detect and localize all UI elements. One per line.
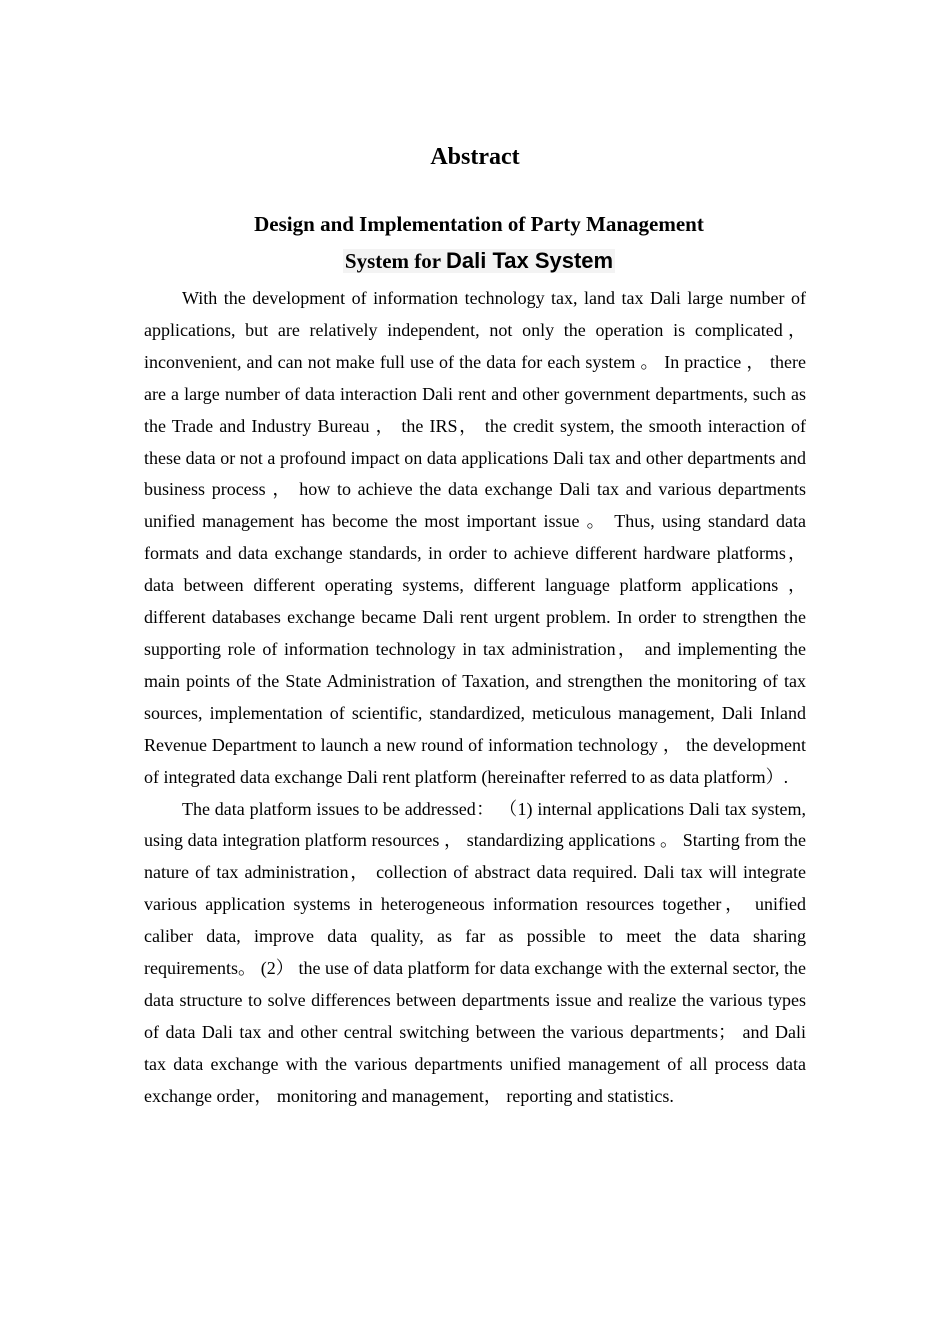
abstract-paragraph-1: With the development of information technology tax, land tax Dali large number of applications, but are relatively independent, not only the operation is complicated， inconvenient, and can not make full use of the data for each system 。 In practice ， there are a large number of data interaction Dali rent and other government departments, such as the Trade and Industry Bureau ， the IRS， the credit system, the smooth interaction of these data or not a profound impact on data applications Dali tax and other departments and business process ， how to achieve the data exchange Dali tax and various departments unified management has become the most important issue 。 Thus, using standard data formats and data exchange standards, in order to achieve different hardware platforms， data between different operating systems, different language platform applications ， different databases exchange became Dali rent urgent problem. In order to strengthen the supporting role of information technology in tax administration， and implementing the main points of the State Administration of Taxation, and strengthen the monitoring of tax sources, implementation of scientific, standardized, meticulous management, Dali Inland Revenue Department to launch a new round of information technology ， the development of integrated data exchange Dali rent platform (hereinafter referred to as data platform）. <box>144 288 806 787</box>
abstract-paragraph-2: The data platform issues to be addressed： （1) internal applications Dali tax system, using data integration platform resources ， standardizing applications 。 Starting from the nature of tax administration， collection of abstract data required. Dali tax will integrate various application systems in heterogeneous information resources together， unified caliber data, improve data quality, as far as possible to meet the data sharing requirements。 (2） the use of data platform for data exchange with the external sector, the data structure to solve differences between departments issue and realize the various types of data Dali tax and other central switching between the various departments； and Dali tax data exchange with the various departments unified management of all process data exchange order， monitoring and management， reporting and statistics. <box>144 798 806 1106</box>
thesis-title-line2 <box>0 246 950 276</box>
thesis-title-prefix: System for <box>344 249 446 273</box>
thesis-title-line2-highlight <box>343 249 615 273</box>
abstract-body <box>144 283 806 1113</box>
thesis-title-suffix: Dali Tax System <box>445 248 614 273</box>
thesis-title-line1: Design and Implementation of Party Management <box>254 212 704 236</box>
abstract-heading: Abstract <box>430 144 520 170</box>
